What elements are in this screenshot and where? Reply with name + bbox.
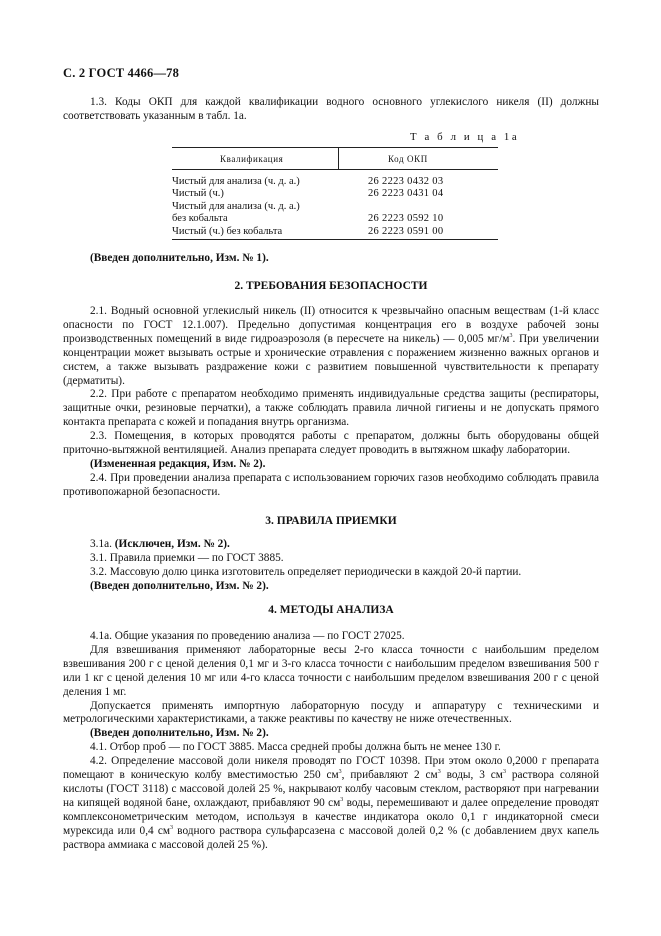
paragraph-1-3 (63, 96, 599, 124)
table-cell-qualification: без кобальта (172, 213, 228, 224)
paragraph-4-2-part: воды, 3 см (440, 769, 503, 782)
superscript-3: 3 (502, 769, 506, 776)
table-header-qualification: Квалификация (220, 154, 284, 164)
paragraph-4-2-part: воды, перемешивают и далее определение проводят комплексонометрическим методом, используя в качестве индикатора около 0,1 г индикаторной смеси мурексида или 0,4 см (63, 796, 599, 837)
paragraph-3-2: 3.2. Массовую долю цинка изготовитель определяет периодически в каждой 20-й партии. (90, 565, 522, 578)
paragraph-4-2-part: водного раствора сульфарсазена с массовой долей 0,2 % (с добавлением двух капель раствора аммиака с массовой долей 25 %). (63, 824, 599, 851)
paragraph-imported-equipment: Допускается применять импортную лабораторную посуду и аппаратуру с техническими и метрологическими характеристиками, а также реактивы по качеству не ниже отечественных. (63, 699, 599, 726)
table-cell-code: 26 2223 0592 10 (368, 213, 444, 224)
section-2-title: 2. ТРЕБОВАНИЯ БЕЗОПАСНОСТИ (234, 280, 428, 292)
paragraph-2-1 (63, 305, 599, 388)
superscript-3: 3 (437, 769, 441, 776)
table-cell-qualification: Чистый для анализа (ч. д. а.) (172, 201, 300, 212)
paragraph-4-1: 4.1. Отбор проб — по ГОСТ 3885. Масса средней пробы должна быть не менее 130 г. (90, 741, 501, 754)
section-4-body (63, 630, 599, 853)
section-3-title: 3. ПРАВИЛА ПРИЕМКИ (265, 515, 397, 527)
note-amendment-2-added-2: (Введен дополнительно, Изм. № 2). (90, 727, 269, 740)
superscript-3: 3 (338, 769, 342, 776)
table-top-rule (172, 147, 498, 148)
note-amendment-1-text: (Введен дополнительно, Изм. № 1). (90, 252, 269, 264)
table-header-rule (172, 169, 498, 170)
section-3-body (63, 538, 599, 594)
table-cell-code: 26 2223 0431 04 (368, 188, 444, 199)
section-2-body (63, 305, 599, 500)
paragraph-4-2-part: , прибавляют 2 см (341, 769, 438, 782)
paragraph-2-3: 2.3. Помещения, в которых проводятся работы с препаратом, должны быть оборудованы общей приточно-вытяжной вентиляцией. Анализ препарата следует проводить в вытяжном шкафу лаборатории. (63, 430, 599, 457)
table-cell-qualification: Чистый (ч.) (172, 188, 224, 199)
paragraph-3-1a (63, 538, 599, 552)
table-cell-qualification: Чистый для анализа (ч. д. а.) (172, 176, 300, 187)
paragraph-4-1a: 4.1а. Общие указания по проведению анализа — по ГОСТ 27025. (90, 630, 405, 642)
paragraph-1-3-text: 1.3. Коды ОКП для каждой квалификации водного основного углекислого никеля (II) должны соответствовать указанным в табл. 1а. (63, 96, 599, 122)
note-amendment-2-revised: (Измененная редакция, Изм. № 2). (90, 457, 266, 470)
section-4-title: 4. МЕТОДЫ АНАЛИЗА (268, 604, 394, 616)
paragraph-4-2 (63, 755, 599, 852)
paragraph-2-2: 2.2. При работе с препаратом необходимо применять индивидуальные средства защиты (респираторы, защитные очки, резиновые перчатки), а также соблюдать правила личной гигиены и не допускать прямого контакта препарата с кожей и попадания внутрь организма. (63, 388, 599, 429)
page-header: С. 2 ГОСТ 4466—78 (63, 66, 180, 80)
paragraph-2-4: 2.4. При проведении анализа препарата с использованием горючих газов необходимо соблюдать правила противопожарной безопасности. (63, 471, 599, 498)
paragraph-2-1-text-a: 2.1. Водный основной углекислый никель (II) относится к чрезвычайно опасным веществам (1-й класс опасности по ГОСТ 12.1.007). Предельно допустимая концентрация его в воздухе рабочей зоны производственных помещений в виде гидроаэрозоля (в пересчете на никель) — 0,005 мг/м (63, 305, 599, 345)
superscript-3: 3 (170, 824, 174, 831)
table-header-okp-code: Код ОКП (388, 154, 428, 164)
note-amendment-1 (63, 252, 599, 266)
paragraph-weighing: Для взвешивания применяют лабораторные весы 2-го класса точности с наибольшим пределом взвешивания 200 г с ценой деления 0,1 мг и 3-го класса точности с наибольшим пределом взвешивания 500 г или 1 кг с ценой деления 10 мг или 4-го класса точности с наибольшим пределом взвешивания 200 г с ценой деления 1 мг. (63, 643, 599, 698)
paragraph-4-2-part: раствора соляной кислоты (ГОСТ 3118) с массовой долей 25 %, накрывают колбу часовым стеклом, растворяют при нагревании на кипящей водяной бане, охлаждают, прибавляют 90 см (63, 769, 600, 809)
paragraph-4-2-part: 4.2. Определение массовой доли никеля проводят по ГОСТ 10398. При этом около 0,2000 г препарата помещают в коническую колбу вместимостью 250 см (63, 755, 599, 782)
paragraph-3-1a-number: 3.1а. (90, 538, 112, 550)
superscript-3: 3 (340, 797, 344, 804)
paragraph-3-1: 3.1. Правила приемки — по ГОСТ 3885. (90, 551, 284, 564)
table-bottom-rule (172, 239, 498, 240)
superscript-3: 3 (509, 333, 513, 340)
paragraph-2-1-text-b: . При увеличении концентрации может вызывать острые и хронические отравления с поражением жизненно важных органов и систем, а также вызывать раздражение кожи с развитием повышенной чувствительности к препарату (дерматиты). (63, 332, 599, 387)
table-cell-code: 26 2223 0432 03 (368, 176, 444, 187)
note-amendment-2-added: (Введен дополнительно, Изм. № 2). (90, 579, 269, 592)
table-cell-code: 26 2223 0591 00 (368, 226, 444, 237)
paragraph-3-1a-note: (Исключен, Изм. № 2). (114, 538, 230, 550)
table-caption: Т а б л и ц а 1а (410, 131, 520, 143)
table-cell-qualification: Чистый (ч.) без кобальта (172, 226, 283, 237)
table-column-divider (338, 147, 339, 169)
